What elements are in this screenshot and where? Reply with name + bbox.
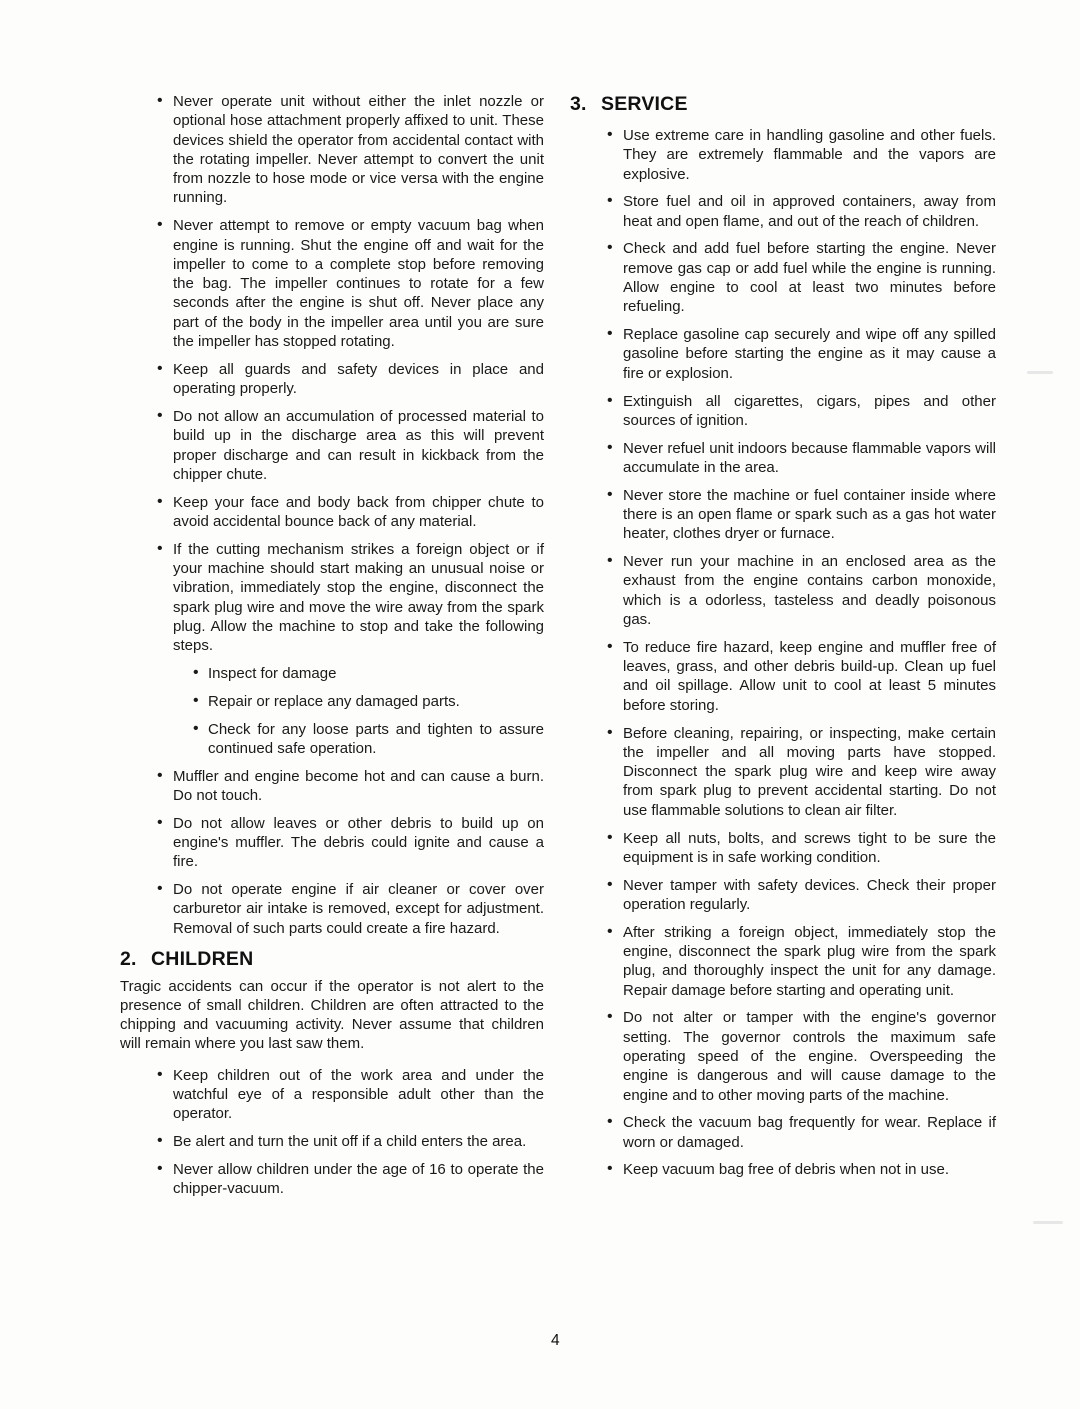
operation-bullet: • Keep all guards and safety devices in place and operating properly. (120, 360, 544, 399)
service-bullet: • Keep all nuts, bolts, and screws tight to be sure the equipment is in safe working condition. (570, 829, 996, 868)
children-bullet: • Never allow children under the age of 16 to operate the chipper-vacuum. (120, 1160, 544, 1199)
operation-bullet: • Do not allow an accumulation of processed material to build up in the discharge area as this will prevent proper discharge and can result in kickback from the chipper chute. (120, 407, 544, 484)
children-section-number: 2. (120, 947, 137, 970)
page-number: 4 (551, 1332, 560, 1349)
service-bullet: • Use extreme care in handling gasoline and other fuels. They are extremely flammable and the vapors are explosive. (570, 126, 996, 184)
followup-step: • Repair or replace any damaged parts. (120, 692, 544, 711)
service-bullet: • Never refuel unit indoors because flammable vapors will accumulate in the area. (570, 439, 996, 478)
service-bullet: • Extinguish all cigarettes, cigars, pipes and other sources of ignition. (570, 392, 996, 431)
operation-bullet-list (120, 92, 544, 656)
operation-bullet: • Keep your face and body back from chipper chute to avoid accidental bounce back of any material. (120, 493, 544, 532)
operation-bullet: • Never operate unit without either the inlet nozzle or optional hose attachment properly affixed to unit. These devices shield the operator from accidental contact with the rotating impeller. Never attempt to convert the unit from nozzle to hose mode or vice versa with the engine running. (120, 92, 544, 208)
service-section-title: SERVICE (601, 93, 688, 115)
service-bullet: • Do not alter or tamper with the engine's governor setting. The governor controls the maximum safe operating speed of the engine. Overspeeding the engine is dangerous and will cause damage to the engine and to other moving parts of the machine. (570, 1008, 996, 1104)
service-section-heading (570, 92, 996, 116)
followup-step: • Check for any loose parts and tighten to assure continued safe operation. (120, 720, 544, 759)
operation-bullet: • Do not allow leaves or other debris to build up on engine's muffler. The debris could ignite and cause a fire. (120, 814, 544, 872)
service-bullet: • Store fuel and oil in approved containers, away from heat and open flame, and out of the reach of children. (570, 192, 996, 231)
scan-artifact (1027, 371, 1053, 374)
right-column (570, 92, 996, 1188)
children-section-heading (120, 947, 544, 971)
service-bullet: • Keep vacuum bag free of debris when not in use. (570, 1160, 996, 1179)
operation-bullet-list-continued (120, 767, 544, 938)
service-bullet: • After striking a foreign object, immediately stop the engine, disconnect the spark plug wire from the spark plug, and thoroughly inspect the unit for any damage. Repair damage before starting and operating unit. (570, 923, 996, 1000)
service-bullet-list (570, 126, 996, 1180)
service-bullet: • Check and add fuel before starting the engine. Never remove gas cap or add fuel while the engine is running. Allow engine to cool at least two minutes before refueling. (570, 239, 996, 316)
service-bullet: • Never run your machine in an enclosed area as the exhaust from the engine contains carbon monoxide, which is a odorless, tasteless and deadly poisonous gas. (570, 552, 996, 629)
scan-artifact (1033, 1221, 1063, 1224)
children-bullet: • Be alert and turn the unit off if a child enters the area. (120, 1132, 544, 1151)
service-bullet: • Before cleaning, repairing, or inspecting, make certain the impeller and all moving parts have stopped. Disconnect the spark plug wire and keep wire away from spark plug to prevent accidental starting. Do not use flammable solutions to clean air filter. (570, 724, 996, 820)
children-intro-paragraph: Tragic accidents can occur if the operator is not alert to the presence of small children. Children are often attracted to the chipping and vacuuming activity. Never assume that children will remain where you last saw them. (120, 977, 544, 1053)
service-bullet: • Check the vacuum bag frequently for wear. Replace if worn or damaged. (570, 1113, 996, 1152)
service-bullet: • Never tamper with safety devices. Check their proper operation regularly. (570, 876, 996, 915)
operation-bullet: • If the cutting mechanism strikes a foreign object or if your machine should start making an unusual noise or vibration, immediately stop the engine, disconnect the spark plug wire and move the wire away from the spark plug. Allow the machine to stop and take the following steps. (120, 540, 544, 656)
service-bullet: • Replace gasoline cap securely and wipe off any spilled gasoline before starting the engine as it may cause a fire or explosion. (570, 325, 996, 383)
children-section-title: CHILDREN (151, 947, 254, 970)
service-section-number: 3. (570, 93, 587, 115)
left-column (120, 92, 544, 1207)
followup-step: • Inspect for damage (120, 664, 544, 683)
operation-bullet: • Never attempt to remove or empty vacuum bag when engine is running. Shut the engine off and wait for the impeller to come to a complete stop before removing the bag. The impeller continues to rotate for a few seconds after the engine is shut off. Never place any part of the body in the impeller area until you are sure the impeller has stopped rotating. (120, 216, 544, 351)
service-bullet: • To reduce fire hazard, keep engine and muffler free of leaves, grass, and other debris build-up. Clean up fuel and oil spillage. Allow unit to cool at least 5 minutes before storing. (570, 638, 996, 715)
children-bullet-list (120, 1066, 544, 1199)
operation-bullet: • Muffler and engine become hot and can cause a burn. Do not touch. (120, 767, 544, 806)
children-bullet: • Keep children out of the work area and under the watchful eye of a responsible adult other than the operator. (120, 1066, 544, 1124)
service-bullet: • Never store the machine or fuel container inside where there is an open flame or spark such as a gas hot water heater, clothes dryer or furnace. (570, 486, 996, 544)
operation-bullet: • Do not operate engine if air cleaner or cover over carburetor air intake is removed, except for adjustment. Removal of such parts could create a fire hazard. (120, 880, 544, 938)
followup-steps-list (120, 664, 544, 758)
